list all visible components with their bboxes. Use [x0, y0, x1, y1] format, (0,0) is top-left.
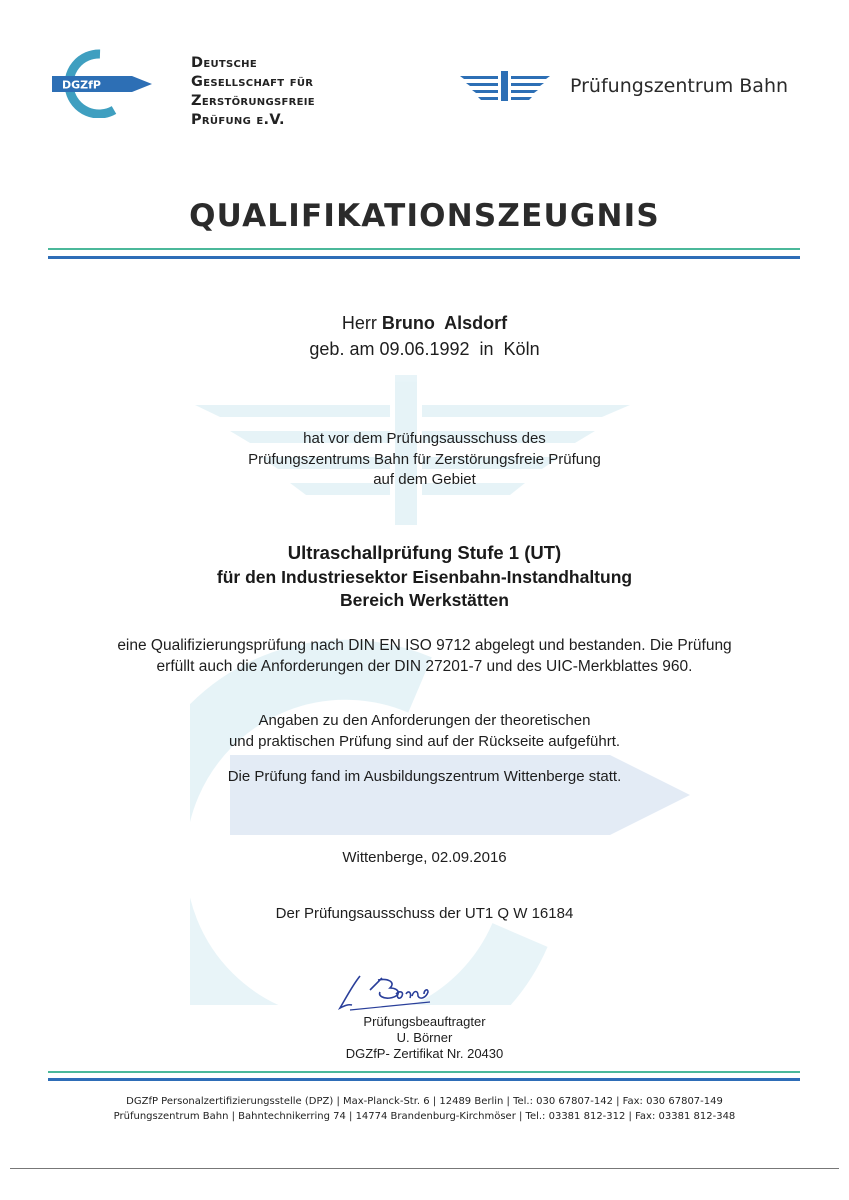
document-title: QUALIFIKATIONSZEUGNIS — [189, 198, 660, 234]
intro-line: auf dem Gebiet — [373, 471, 476, 488]
signature-block — [0, 1014, 849, 1062]
org-line: Zerstörungsfreie — [191, 93, 315, 109]
exam-location: Die Prüfung fand im Ausbildungszentrum Wittenberge statt. — [227, 768, 622, 785]
signatory-certificate: DGZfP- Zertifikat Nr. 20430 — [345, 1046, 504, 1061]
intro-line: hat vor dem Prüfungsausschuss des — [303, 430, 546, 447]
exam-line: erfüllt auch die Anforderungen der DIN 27201-7 und des UIC-Merkblattes 960. — [156, 658, 693, 675]
org-line: Gesellschaft für — [191, 74, 314, 90]
title-divider-blue — [48, 256, 800, 259]
dgzfp-logo-text: DGZfP — [62, 78, 101, 92]
footer-line: DGZfP Personalzertifizierungsstelle (DPZ) | Max-Planck-Str. 6 | 12489 Berlin | Tel.: 030 67807-142 | Fax: 030 67807-149 — [126, 1096, 723, 1107]
requirements-line: Angaben zu den Anforderungen der theoretischen — [258, 712, 591, 729]
holder-name: Bruno Alsdorf — [381, 313, 508, 333]
requirements-line: und praktischen Prüfung sind auf der Rückseite aufgeführt. — [228, 733, 621, 750]
organization-name — [191, 54, 315, 130]
footer-divider-blue — [48, 1078, 800, 1081]
birth-info: geb. am 09.06.1992 in Köln — [309, 339, 540, 359]
org-line: Prüfung e.V. — [191, 112, 285, 128]
org-line: Deutsche — [191, 55, 257, 71]
dgzfp-logo — [48, 48, 154, 118]
intro-line: Prüfungszentrums Bahn für Zerstörungsfreie Prüfung — [248, 451, 601, 468]
committee-line: Der Prüfungsausschuss der UT1 Q W 16184 — [275, 905, 574, 922]
signatory-name: U. Börner — [396, 1030, 453, 1045]
footer-contact — [0, 1094, 849, 1124]
place-date: Wittenberge, 02.09.2016 — [342, 849, 507, 866]
exam-line: eine Qualifizierungsprüfung nach DIN EN ISO 9712 abgelegt und bestanden. Die Prüfung — [117, 637, 732, 654]
pruefungszentrum-title: Prüfungszentrum Bahn — [570, 75, 789, 97]
qualification-area: Bereich Werkstätten — [340, 590, 509, 610]
footer-divider-green — [48, 1071, 800, 1073]
salutation: Herr — [341, 313, 377, 333]
qualification-method: Ultraschallprüfung Stufe 1 (UT) — [287, 542, 562, 563]
bahn-wing-logo — [460, 71, 550, 101]
holder-name-line — [0, 313, 849, 334]
page-bottom-line — [10, 1168, 839, 1169]
footer-line: Prüfungszentrum Bahn | Bahntechnikerring 74 | 14774 Brandenburg-Kirchmöser | Tel.: 03381 812-312 | Fax: 03381 812-348 — [113, 1111, 736, 1122]
title-divider-green — [48, 248, 800, 250]
handwritten-signature — [330, 972, 440, 1014]
signatory-role: Prüfungsbeauftragter — [363, 1014, 486, 1029]
qualification-sector: für den Industriesektor Eisenbahn-Instandhaltung — [216, 567, 633, 587]
